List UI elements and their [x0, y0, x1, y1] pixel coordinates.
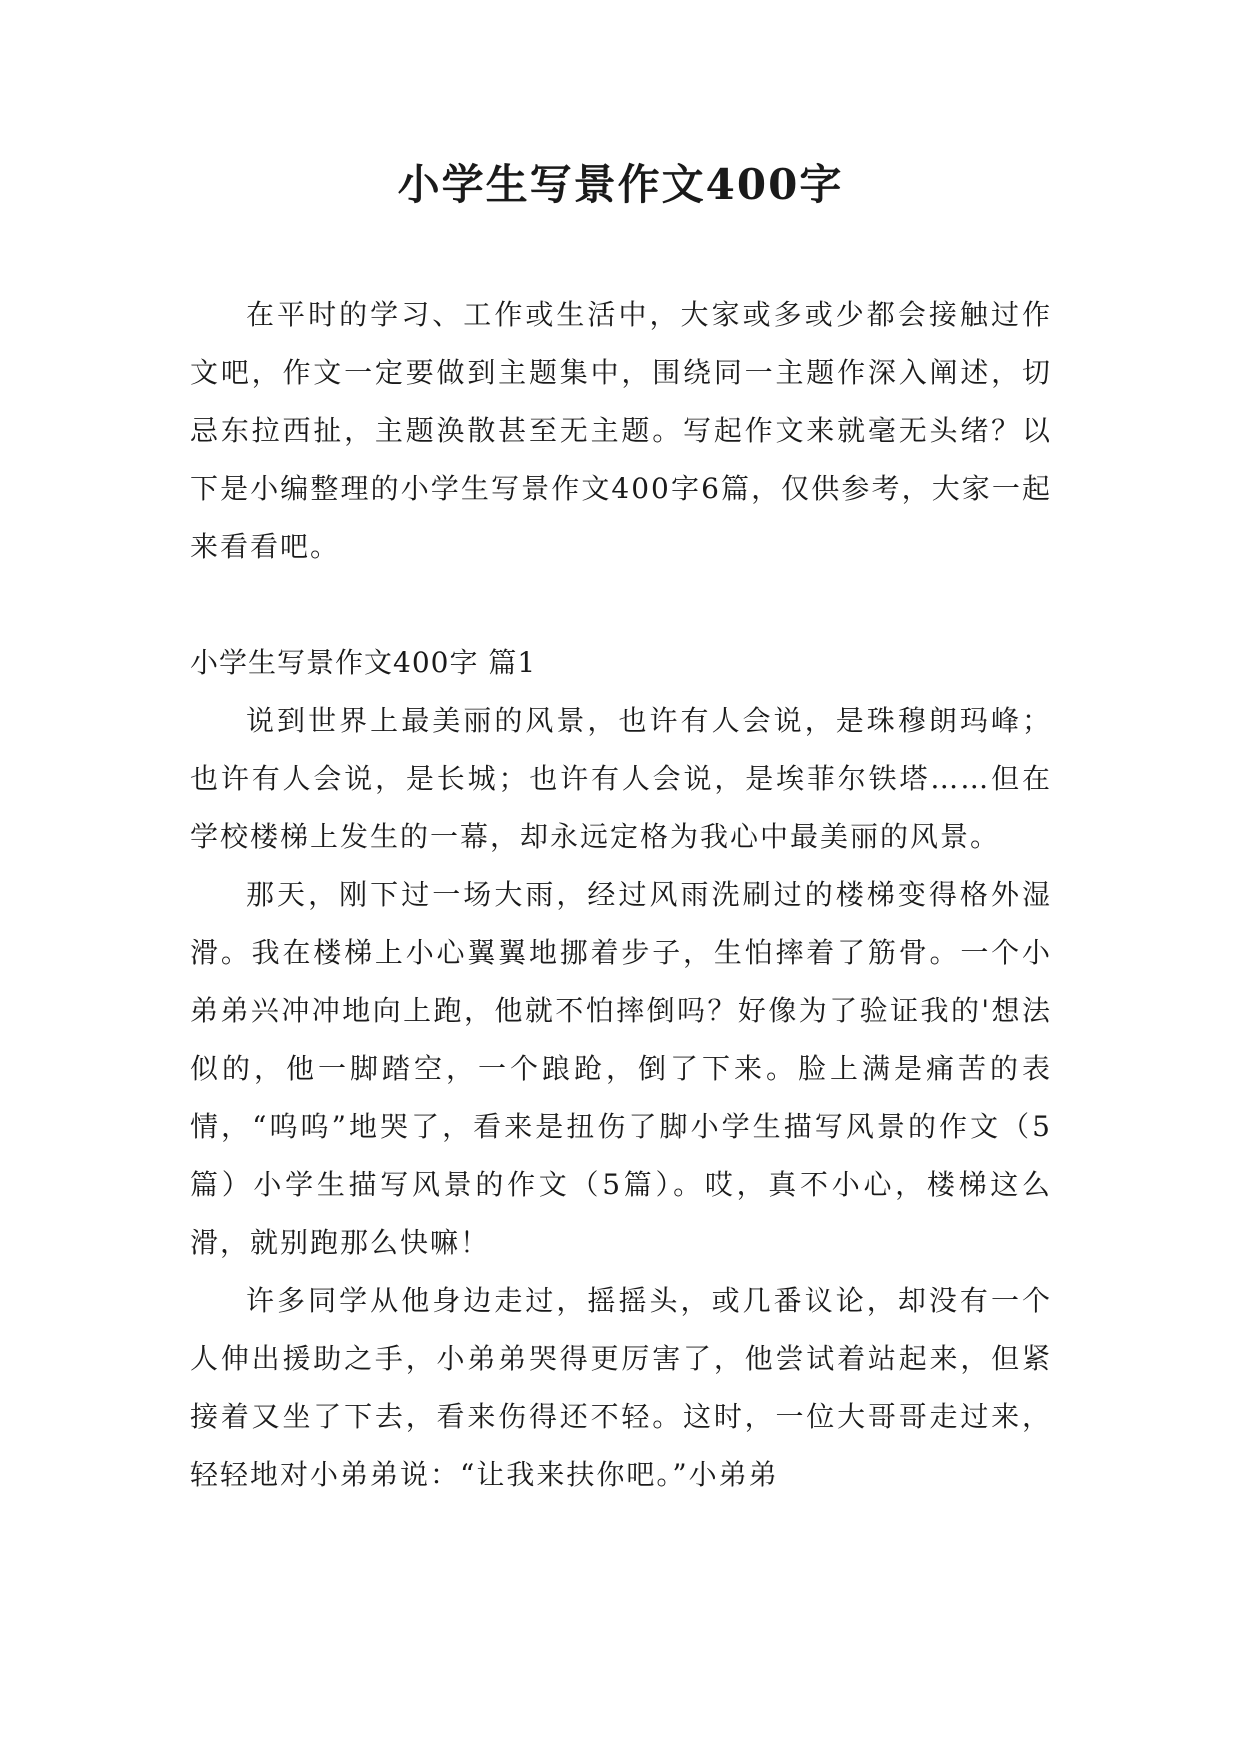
- document-body: [190, 286, 1052, 1504]
- section-paragraph-3: 许多同学从他身边走过，摇摇头，或几番议论，却没有一个人伸出援助之手，小弟弟哭得更厉害了，他尝试着站起来，但紧接着又坐了下去，看来伤得还不轻。这时，一位大哥哥走过来，轻轻地对小弟弟说：“让我来扶你吧。”小弟弟: [190, 1284, 1052, 1491]
- section-heading: 小学生写景作文400字 篇1: [190, 646, 537, 679]
- document-title: 小学生写景作文400字: [397, 160, 844, 209]
- section-1: [190, 634, 1052, 1504]
- section-paragraph-1: 说到世界上最美丽的风景，也许有人会说，是珠穆朗玛峰；也许有人会说，是长城；也许有人会说，是埃菲尔铁塔……但在学校楼梯上发生的一幕，却永远定格为我心中最美丽的风景。: [190, 704, 1052, 853]
- section-paragraph-2: 那天，刚下过一场大雨，经过风雨洗刷过的楼梯变得格外湿滑。我在楼梯上小心翼翼地挪着步子，生怕摔着了筋骨。一个小弟弟兴冲冲地向上跑，他就不怕摔倒吗？好像为了验证我的'想法似的，他一脚踏空，一个踉跄，倒了下来。脸上满是痛苦的表情，“呜呜”地哭了，看来是扭伤了脚小学生描写风景的作文（5篇）小学生描写风景的作文（5篇）。哎，真不小心，楼梯这么滑，就别跑那么快嘛！: [190, 878, 1052, 1259]
- intro-paragraph: 在平时的学习、工作或生活中，大家或多或少都会接触过作文吧，作文一定要做到主题集中，围绕同一主题作深入阐述，切忌东拉西扯，主题涣散甚至无主题。写起作文来就毫无头绪？以下是小编整理的小学生写景作文400字6篇，仅供参考，大家一起来看看吧。: [190, 298, 1052, 563]
